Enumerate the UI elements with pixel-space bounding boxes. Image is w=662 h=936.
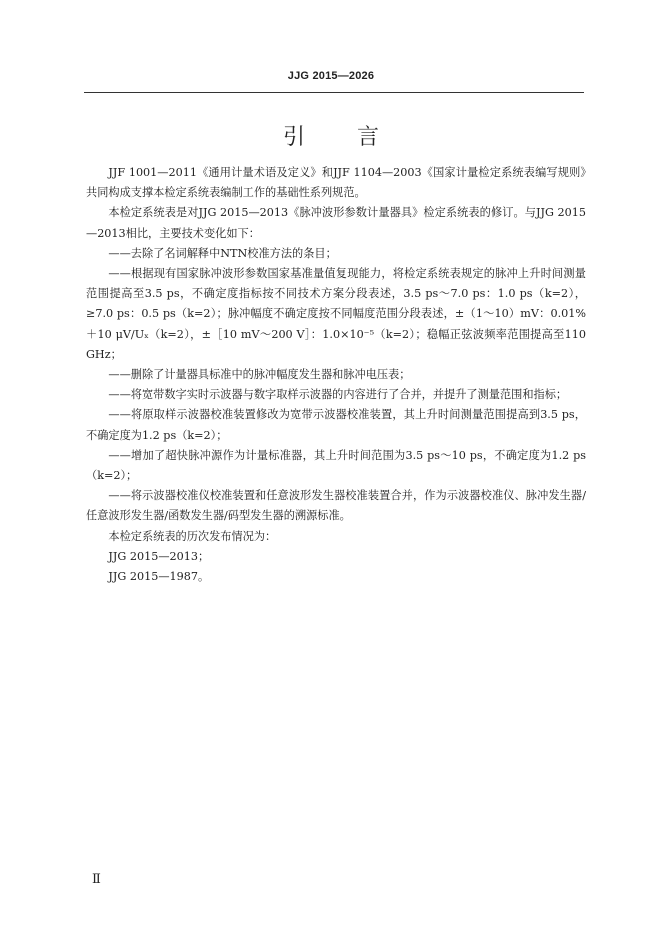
- change-item: ——增加了超快脉冲源作为计量标准器，其上升时间范围为3.5 ps～10 ps，不确定度为1.2 ps（k=2）；: [86, 448, 586, 483]
- change-item: ——将宽带数字实时示波器与数字取样示波器的内容进行了合并，并提升了测量范围和指标；: [108, 388, 568, 402]
- title-char-1: 引: [282, 125, 305, 150]
- page-number: Ⅱ: [92, 872, 101, 887]
- history-item: JJG 2015—2013；: [108, 549, 210, 563]
- history-item: JJG 2015—1987。: [108, 570, 210, 584]
- document-code-header: JJG 2015—2026: [287, 70, 375, 82]
- change-item: ——去除了名词解释中NTN校准方法的条目；: [108, 246, 337, 260]
- change-item: ——将原取样示波器校准装置修改为宽带示波器校准装置，其上升时间测量范围提高到3.5 ps，不确定度为1.2 ps（k=2）；: [86, 408, 586, 442]
- change-item: ——根据现有国家脉冲波形参数国家基准量值复现能力，将检定系统表规定的脉冲上升时间测量范围提高至3.5 ps，不确定度指标按不同技术方案分段表述，3.5 ps～7.0 ps：1.0 ps（k=2），≥7.0 ps：0.5 ps（k=2）；脉冲幅度不确定度按不同幅度范围分段表述，±（1～10）mV：0.01%＋10 μV/Uₓ（k=2），±［10 mV～200 V］：1.0×10⁻⁵（k=2）；稳幅正弦波频率范围提高至110 GHz；: [86, 267, 586, 361]
- title-char-2: 言: [357, 125, 380, 150]
- introduction-body: [86, 163, 586, 587]
- change-item: ——删除了计量器具标准中的脉冲幅度发生器和脉冲电压表；: [108, 368, 411, 382]
- paragraph-history: 本检定系统表的历次发布情况为：: [108, 529, 277, 543]
- section-title: [0, 120, 662, 151]
- change-item: ——将示波器校准仪校准装置和任意波形发生器校准装置合并，作为示波器校准仪、脉冲发生器/任意波形发生器/函数发生器/码型发生器的溯源标准。: [86, 489, 586, 523]
- paragraph-references: JJF 1001—2011《通用计量术语及定义》和JJF 1104—2003《国家计量检定系统表编写规则》共同构成支撑本检定系统表编制工作的基础性系列规范。: [86, 166, 586, 200]
- header-divider: [84, 92, 584, 93]
- paragraph-revision: 本检定系统表是对JJG 2015—2013《脉冲波形参数计量器具》检定系统表的修订。与JJG 2015—2013相比，主要技术变化如下：: [86, 206, 586, 240]
